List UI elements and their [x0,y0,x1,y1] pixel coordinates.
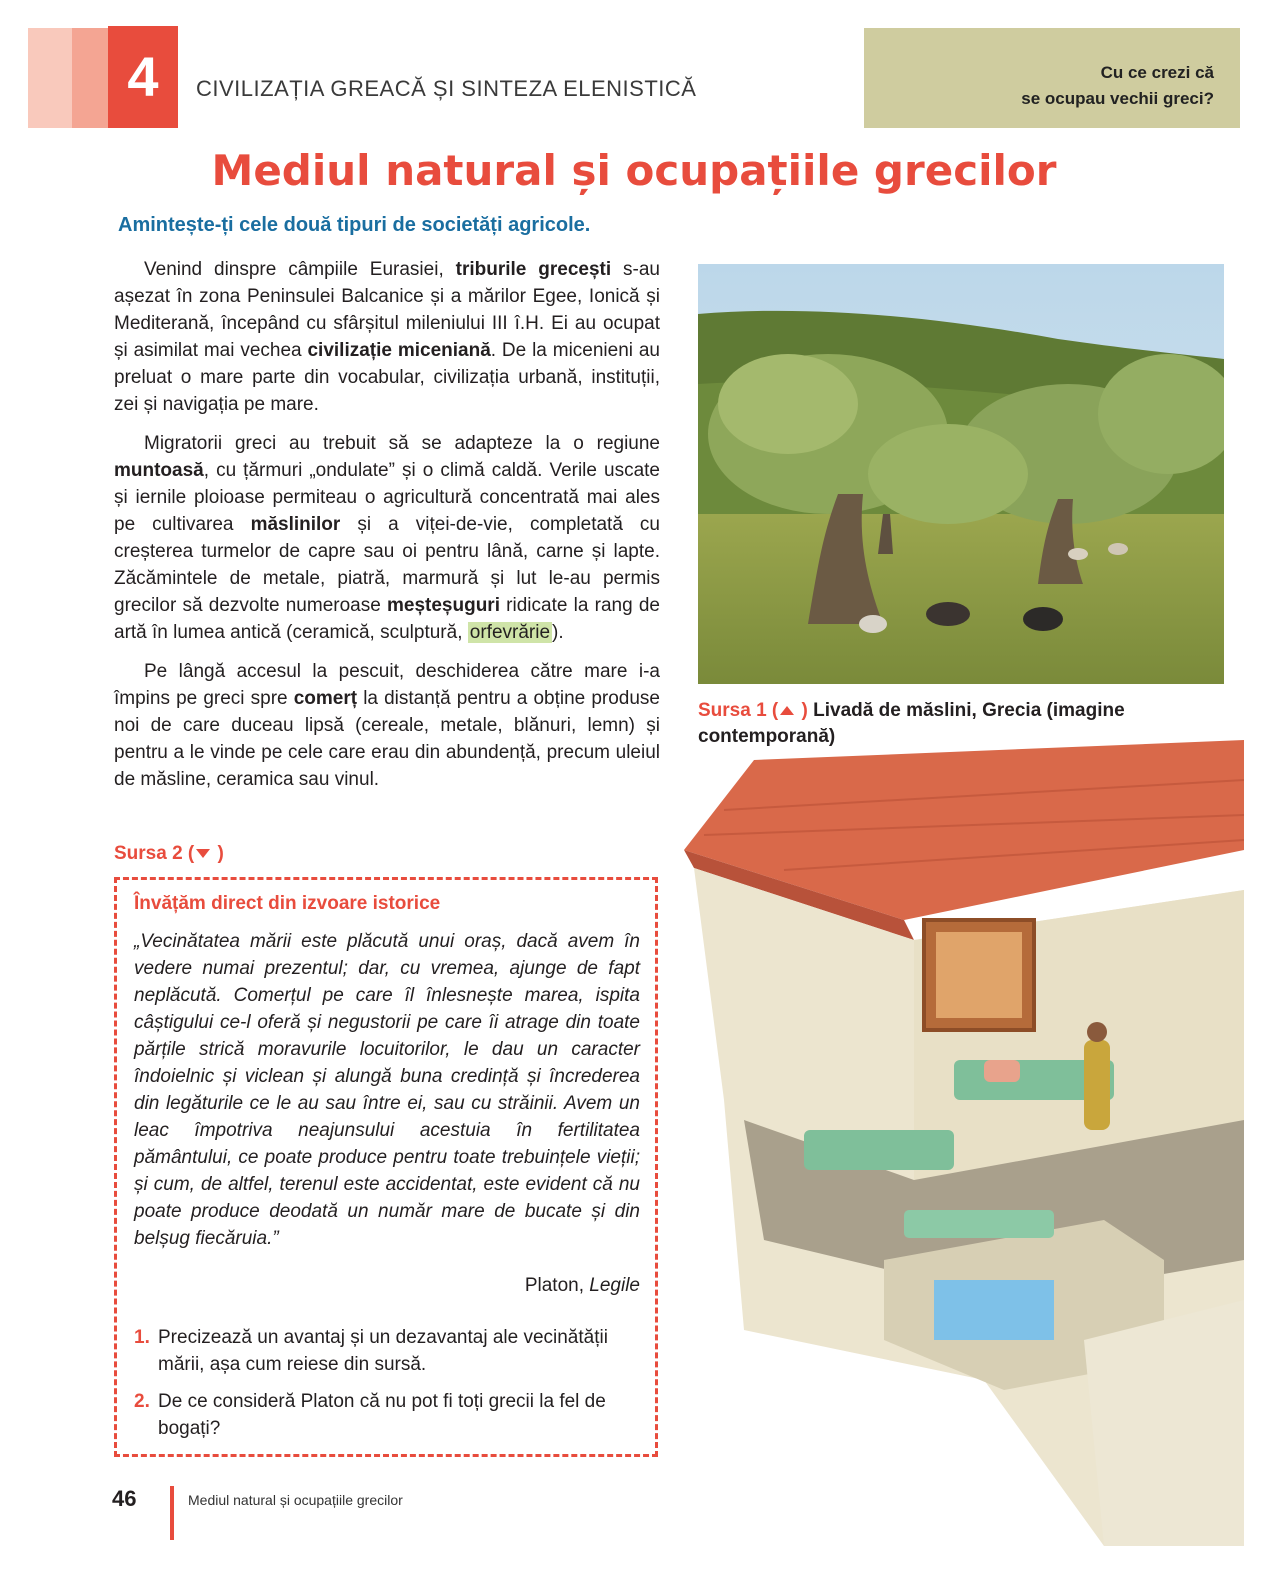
question-box [864,28,1240,128]
paragraph-2: Migratorii greci au trebuit să se adapteze la o regiune muntoasă, cu țărmuri „ondulate” și o climă caldă. Verile uscate și iernile ploioase permiteau o agricultură concentrată mai ales pe cultivarea măslinilor și a viței-de-vie, completată cu creșterea turmelor de capre sau oi pentru lână, carne și lapte. Zăcămintele de metale, piatră, marmură și lut le-au permis grecilor să dezvolte numeroase meșteșuguri ridicate la rang de artă în lumea antică (ceramică, sculptură, orfevrărie ). [114,433,660,643]
question-line-2: se ocupau vechii greci? [1021,89,1214,108]
triangle-up-icon [780,706,794,716]
greek-house-illustration [684,740,1244,1546]
triangle-down-icon [196,849,210,859]
page-title: Mediul natural și ocupațiile grecilor [211,146,1057,195]
source-1-label: Sursa 1 ( ) [698,700,808,721]
question-item: 2. De ce consideră Platon că nu pot fi toți grecii la fel de bogați? [134,1391,606,1439]
source-quote: „Vecinătatea mării este plăcută unui oraș, dacă avem în vedere numai prezentul; dar, cu vremea, ajunge de fapt neplăcută. Comerțul pe care îl înlesnește marea, ispita câștigului ce-l oferă și negustorii pe care îi atrage din toate părțile strică moravurile locuitorilor, le dau un caracter îndoielnic și viclean și alungă buna credință și încrederea din legăturile ce le au sau între ei, sau cu străinii. Avem un leac împotriva neajunsului acestuia în fertilitatea pământului, ce poate produce pentru toate trebuințele vieții; și cum, de altfel, terenul este accidentat, este evident că nu poate produce deodată un număr mare de bucate și din belșug fiecăruia.” [134,931,640,1249]
quote-author: Platon, Legile [524,1275,640,1296]
quote-work: Legile [589,1275,640,1296]
paragraph-3: Pe lângă accesul la pescuit, deschiderea către mare i-a împins pe greci spre comerț la distanță pentru a obține produse noi de care duceau lipsă (cereale, metale, blănuri, lemn) și pentru a le vinde pe cele care erau din abundență, precum uleiul de măsline, ceramica sau vinul. [114,661,660,790]
question-line-1: Cu ce crezi că [1100,63,1214,82]
footer-divider [170,1486,174,1540]
source-1-caption: Sursa 1 ( ) Livadă de măslini, Grecia (imagine contemporană) [698,700,1125,747]
chapter-tab-strip-mid [72,28,112,128]
chapter-number: 4 [108,26,178,128]
recall-prompt: Amintește-ți cele două tipuri de societăți agricole. [118,214,591,236]
source-2-label: Sursa 2 ( ) [114,843,224,864]
question-list [134,1324,640,1452]
main-text [114,256,660,805]
source-box-title: Învățăm direct din izvoare istorice [134,893,441,914]
glossary-term-highlight[interactable]: orfevrărie [469,622,551,643]
question-item: 1. Precizează un avantaj și un dezavantaj ale vecinătății mării, așa cum reiese din sursă. [134,1327,608,1375]
chapter-title: CIVILIZAȚIA GREACĂ ȘI SINTEZA ELENISTICĂ [196,76,697,101]
olive-grove-photo [698,264,1224,684]
chapter-tab-strip-light [28,28,78,128]
paragraph-1: Venind dinspre câmpiile Eurasiei, triburile grecești s-au așezat în zona Peninsulei Balcanice și a mărilor Egee, Ionică și Mediterană, începând cu sfârșitul mileniului III î.H. Ei au ocupat și asimilat mai vechea civilizație miceniană. De la micenieni au preluat o mare parte din vocabular, civilizația urbană, instituții, zei și navigația pe mare. [114,259,660,415]
running-title: Mediul natural și ocupațiile grecilor [188,1492,403,1508]
page-number: 46 [112,1486,137,1511]
